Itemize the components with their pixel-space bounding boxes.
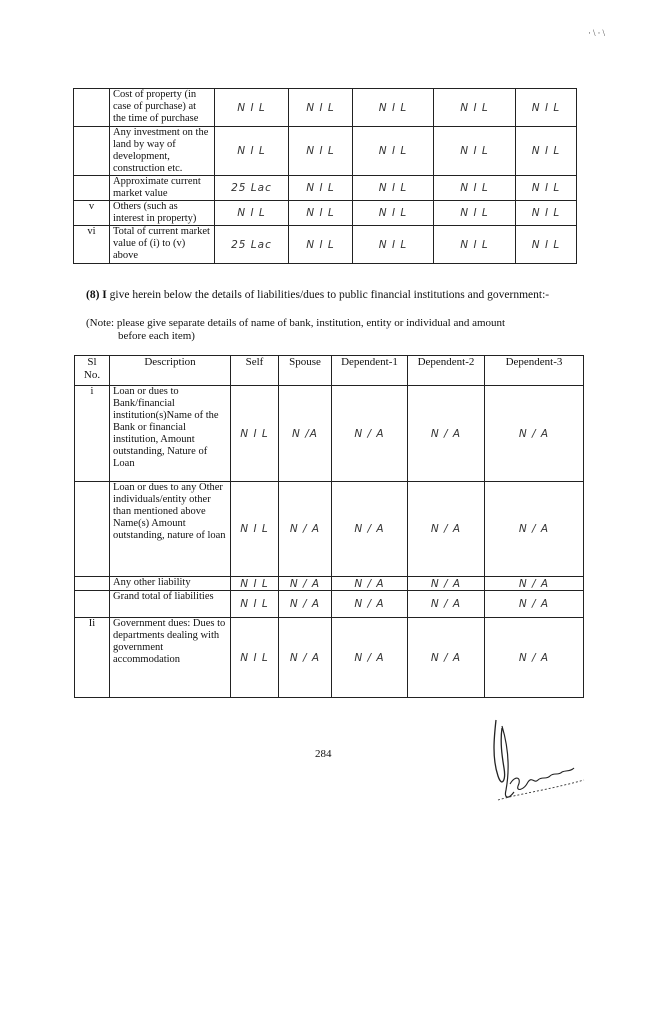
dependent-1-value: N / A xyxy=(332,482,408,577)
description-cell: Any other liability xyxy=(110,577,231,591)
col-header-dependent-1: Dependent-1 xyxy=(332,356,408,386)
sl-cell xyxy=(75,591,110,618)
dependent-2-value: N I L xyxy=(434,201,516,226)
dependent-3-value: N I L xyxy=(516,226,577,264)
liabilities-table xyxy=(74,355,584,698)
dependent-2-value: N I L xyxy=(434,127,516,176)
dependent-1-value: N / A xyxy=(332,577,408,591)
spouse-value: N / A xyxy=(279,591,332,618)
table-row xyxy=(74,226,577,264)
dependent-3-value: N / A xyxy=(485,591,584,618)
table-row xyxy=(75,577,584,591)
sl-cell xyxy=(74,89,110,127)
spouse-value: N I L xyxy=(289,89,353,127)
section-text: give herein below the details of liabilities/dues to public financial institutions and government:- xyxy=(106,289,550,301)
col-header-dependent-3: Dependent-3 xyxy=(485,356,584,386)
sl-cell xyxy=(74,127,110,176)
table-row xyxy=(75,482,584,577)
sl-cell: v xyxy=(74,201,110,226)
dependent-1-value: N I L xyxy=(353,127,434,176)
signature-image xyxy=(488,718,588,808)
description-cell: Loan or dues to any Other individuals/entity other than mentioned above Name(s) Amount outstanding, nature of loan xyxy=(110,482,231,577)
dependent-3-value: N / A xyxy=(485,386,584,482)
sl-cell xyxy=(75,577,110,591)
dependent-1-value: N I L xyxy=(353,226,434,264)
spouse-value: N I L xyxy=(289,127,353,176)
spouse-value: N /A xyxy=(279,386,332,482)
spouse-value: N I L xyxy=(289,226,353,264)
sl-cell: i xyxy=(75,386,110,482)
sl-cell: vi xyxy=(74,226,110,264)
self-value: N I L xyxy=(231,386,279,482)
col-header-spouse: Spouse xyxy=(279,356,332,386)
table-row xyxy=(74,201,577,226)
dependent-1-value: N I L xyxy=(353,176,434,201)
table-row xyxy=(74,127,577,176)
dependent-2-value: N / A xyxy=(408,591,485,618)
self-value: N I L xyxy=(231,577,279,591)
dependent-1-value: N I L xyxy=(353,201,434,226)
dependent-3-value: N I L xyxy=(516,89,577,127)
spouse-value: N / A xyxy=(279,482,332,577)
table-row xyxy=(74,89,577,127)
note-text xyxy=(86,317,556,343)
self-value: 25 Lac xyxy=(215,226,289,264)
description-cell: Others (such as interest in property) xyxy=(110,201,215,226)
dependent-1-value: N / A xyxy=(332,386,408,482)
table-row xyxy=(75,591,584,618)
sl-cell xyxy=(75,482,110,577)
dependent-1-value: N I L xyxy=(353,89,434,127)
page-number: 284 xyxy=(315,748,332,760)
spouse-value: N I L xyxy=(289,176,353,201)
self-value: 25 Lac xyxy=(215,176,289,201)
dependent-2-value: N I L xyxy=(434,89,516,127)
section-8-heading xyxy=(86,288,586,302)
spouse-value: N / A xyxy=(279,618,332,698)
self-value: N I L xyxy=(215,201,289,226)
description-cell: Cost of property (in case of purchase) at the time of purchase xyxy=(110,89,215,127)
dependent-1-value: N / A xyxy=(332,618,408,698)
table-row xyxy=(74,176,577,201)
dependent-2-value: N / A xyxy=(408,386,485,482)
note-line-1: (Note: please give separate details of name of bank, institution, entity or individual and amount xyxy=(86,317,506,329)
table-row xyxy=(75,618,584,698)
dependent-2-value: N I L xyxy=(434,176,516,201)
note-line-2: before each item) xyxy=(118,330,195,342)
header-row xyxy=(75,356,584,386)
immovable-property-table xyxy=(73,88,577,264)
self-value: N I L xyxy=(231,482,279,577)
sl-cell: Ii xyxy=(75,618,110,698)
col-header-sl: Sl No. xyxy=(75,356,110,386)
col-header-self: Self xyxy=(231,356,279,386)
table-row xyxy=(75,386,584,482)
dependent-2-value: N I L xyxy=(434,226,516,264)
description-cell: Loan or dues to Bank/financial institution(s)Name of the Bank or financial institution, Amount outstanding, Nature of Loan xyxy=(110,386,231,482)
self-value: N I L xyxy=(231,591,279,618)
corner-mark: ·\·\ xyxy=(588,28,607,38)
description-cell: Any investment on the land by way of development, construction etc. xyxy=(110,127,215,176)
description-cell: Government dues: Dues to departments dealing with government accommodation xyxy=(110,618,231,698)
description-cell: Approximate current market value xyxy=(110,176,215,201)
spouse-value: N I L xyxy=(289,201,353,226)
dependent-2-value: N / A xyxy=(408,577,485,591)
dependent-3-value: N I L xyxy=(516,201,577,226)
self-value: N I L xyxy=(215,89,289,127)
dependent-3-value: N / A xyxy=(485,618,584,698)
spouse-value: N / A xyxy=(279,577,332,591)
dependent-2-value: N / A xyxy=(408,618,485,698)
self-value: N I L xyxy=(215,127,289,176)
dependent-2-value: N / A xyxy=(408,482,485,577)
col-header-description: Description xyxy=(110,356,231,386)
dependent-3-value: N / A xyxy=(485,577,584,591)
dependent-1-value: N / A xyxy=(332,591,408,618)
col-header-dependent-2: Dependent-2 xyxy=(408,356,485,386)
dependent-3-value: N I L xyxy=(516,127,577,176)
dependent-3-value: N / A xyxy=(485,482,584,577)
description-cell: Total of current market value of (i) to (v) above xyxy=(110,226,215,264)
sl-cell xyxy=(74,176,110,201)
dependent-3-value: N I L xyxy=(516,176,577,201)
self-value: N I L xyxy=(231,618,279,698)
section-number: (8) I xyxy=(86,289,107,301)
description-cell: Grand total of liabilities xyxy=(110,591,231,618)
